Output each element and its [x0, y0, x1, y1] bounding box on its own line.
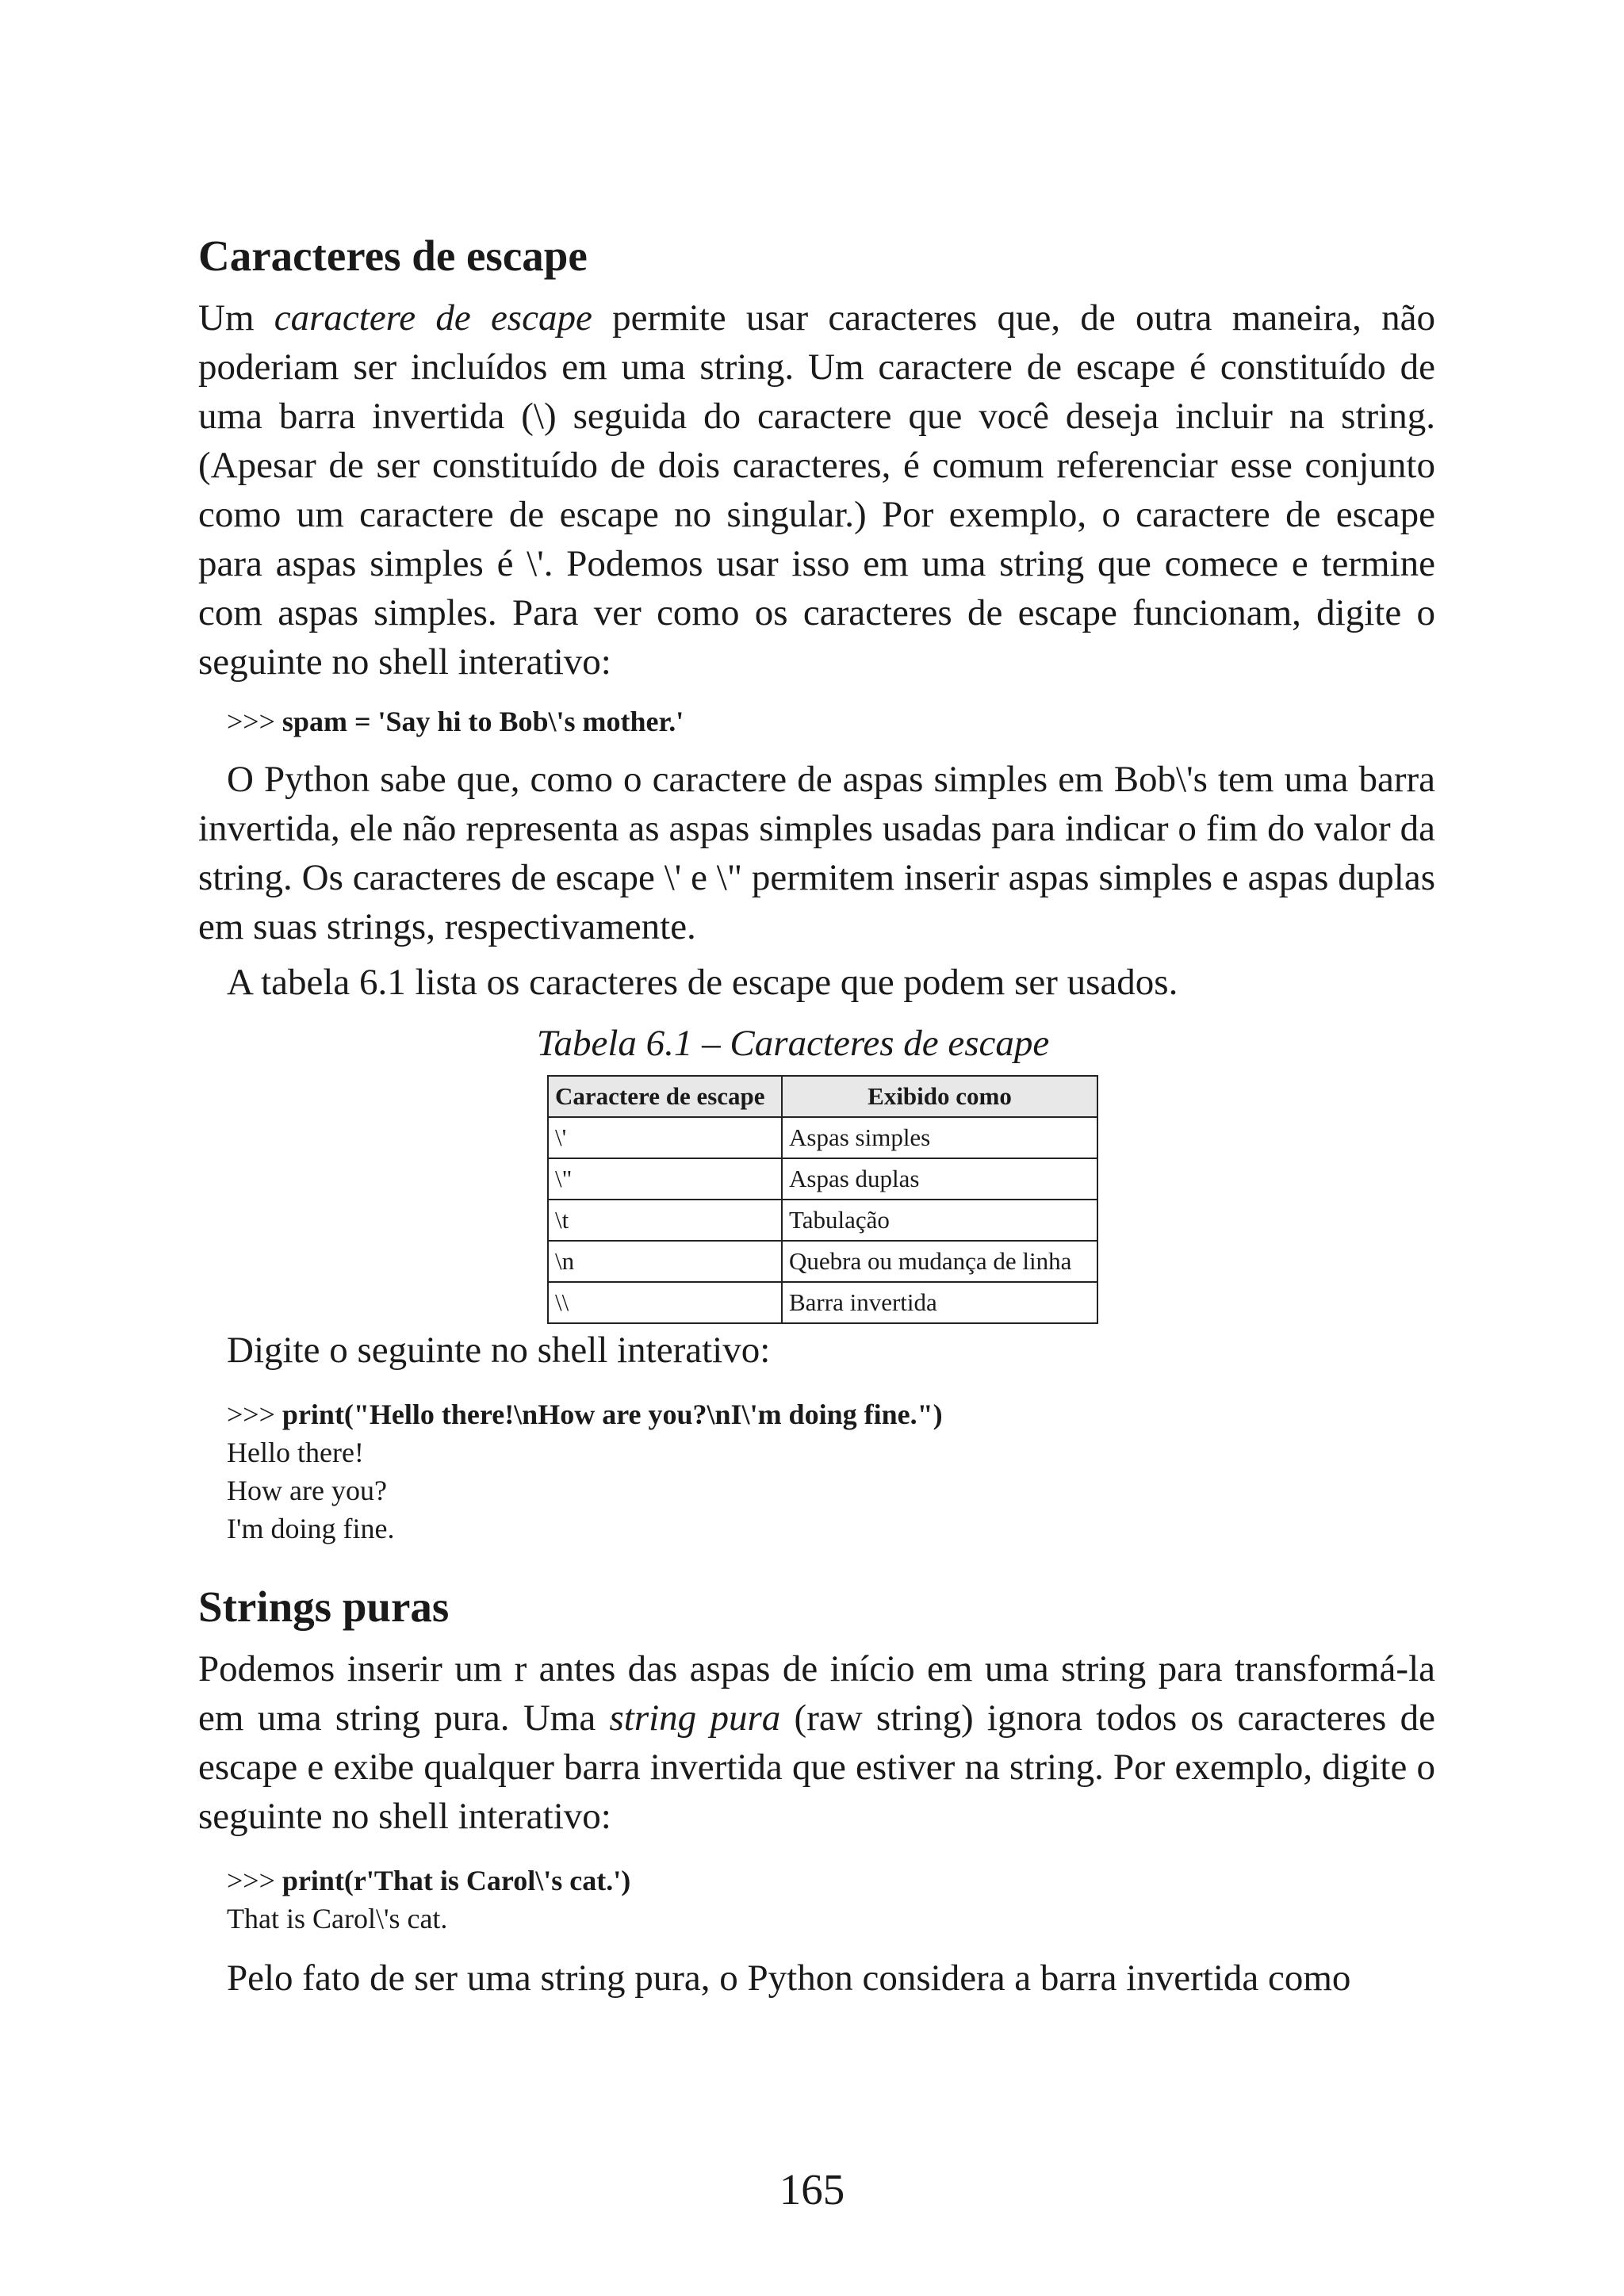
table-row [548, 1158, 1097, 1200]
table-cell: \' [548, 1117, 782, 1158]
emphasis-text: string pura [609, 1697, 781, 1739]
table-cell: \" [548, 1158, 782, 1200]
code-block [227, 1862, 1435, 1938]
code-command: spam = 'Say hi to Bob\'s mother.' [282, 706, 684, 737]
paragraph: O Python sabe que, como o caractere de aspas simples em Bob\'s tem uma barra invertida, ele não representa as aspas simples usadas para indicar o fim do valor da string. Os caracteres de escape \' e \" permitem inserir aspas simples e aspas duplas em suas strings, respectivamente. [198, 759, 1435, 947]
code-block [227, 702, 1435, 740]
table-cell: Barra invertida [782, 1282, 1097, 1323]
text-run: Podemos inserir um r antes das aspas de início em uma string para transformá-la em uma string pura. Uma [198, 1648, 1435, 1739]
page-number: 165 [779, 2165, 845, 2214]
code-prompt: >>> [227, 1399, 282, 1431]
paragraph: Pelo fato de ser uma string pura, o Python considera a barra invertida como [227, 1957, 1351, 1999]
code-output: That is Carol\'s cat. [227, 1903, 448, 1935]
table-cell: Aspas duplas [782, 1158, 1097, 1200]
table-cell: \n [548, 1241, 782, 1282]
text-run: Um [198, 297, 274, 339]
text-run: permite usar caracteres que, de outra maneira, não poderiam ser incluídos em uma string. Um caractere de escape é constituído de uma barra invertida (\) seguida do caractere que você deseja incluir na string. (Apesar de ser constituído de dois caracteres, é comum referenciar esse conjunto como um caractere de escape no singular.) Por exemplo, o caractere de escape para aspas simples é \'. Podemos usar isso em uma string que comece e termine com aspas simples. Para ver como os caracteres de escape funcionam, digite o seguinte no shell interativo: [198, 297, 1435, 683]
table-caption: Tabela 6.1 – Caracteres de escape [536, 1023, 1050, 1064]
table-header-cell: Caractere de escape [548, 1076, 782, 1117]
table-cell: Aspas simples [782, 1117, 1097, 1158]
code-output: I'm doing fine. [227, 1513, 395, 1545]
page-content [198, 230, 1435, 2003]
paragraph [198, 293, 1435, 687]
escape-table [547, 1075, 1098, 1324]
table-header-cell: Exibido como [782, 1076, 1097, 1117]
code-line [227, 702, 1435, 740]
table-cell: Quebra ou mudança de linha [782, 1241, 1097, 1282]
table-cell: \t [548, 1200, 782, 1241]
table-header-row [548, 1076, 1097, 1117]
table-cell: Tabulação [782, 1200, 1097, 1241]
code-line [227, 1395, 1435, 1433]
code-prompt: >>> [227, 1865, 282, 1897]
code-output: How are you? [227, 1475, 387, 1507]
table-row [548, 1200, 1097, 1241]
emphasis-text: caractere de escape [274, 297, 592, 339]
section-heading: Caracteres de escape [198, 232, 588, 280]
table-row [548, 1282, 1097, 1323]
section-heading: Strings puras [198, 1582, 450, 1632]
table-cell: \\ [548, 1282, 782, 1323]
table-row [548, 1241, 1097, 1282]
table-figure [198, 1021, 1435, 1324]
code-command: print("Hello there!\nHow are you?\nI\'m doing fine.") [282, 1399, 943, 1431]
code-output: Hello there! [227, 1437, 364, 1469]
paragraph: Digite o seguinte no shell interativo: [227, 1330, 771, 1372]
code-command: print(r'That is Carol\'s cat.') [282, 1865, 631, 1897]
paragraph [198, 1644, 1435, 1841]
text-run: (raw string) ignora todos os caracteres de escape e exibe qualquer barra invertida que estiver na string. Por exemplo, digite o seguinte no shell interativo: [198, 1697, 1435, 1838]
paragraph: A tabela 6.1 lista os caracteres de escape que podem ser usados. [227, 962, 1178, 1003]
code-prompt: >>> [227, 706, 282, 737]
code-block [227, 1395, 1435, 1548]
code-line [227, 1862, 1435, 1900]
table-row [548, 1117, 1097, 1158]
